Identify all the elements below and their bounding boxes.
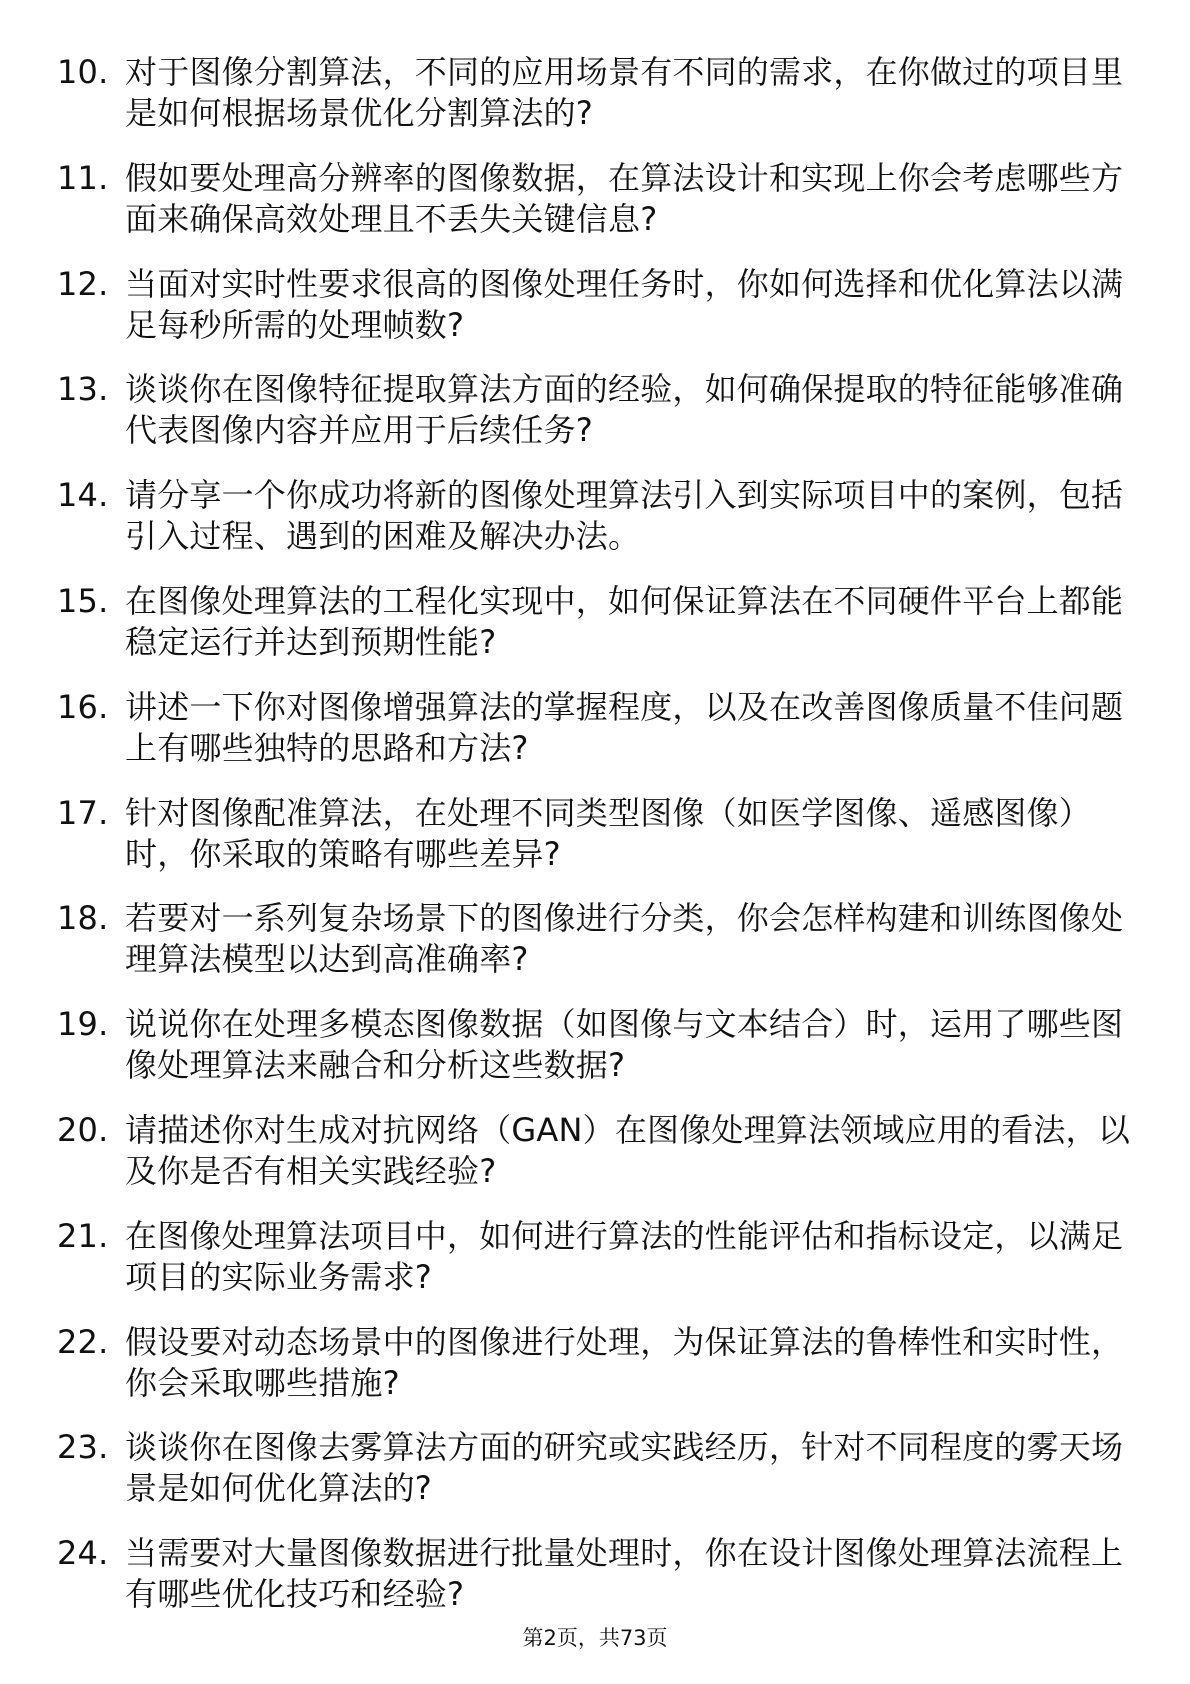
question-item: [57, 687, 1137, 769]
question-text: 谈谈你在图像去雾算法方面的研究或实践经历，针对不同程度的雾天场景是如何优化算法的?: [125, 1428, 1124, 1508]
question-item: [57, 793, 1137, 875]
page-footer: 第2页，共73页: [522, 1626, 668, 1650]
question-number: 15.: [57, 581, 109, 620]
question-text: 对于图像分割算法，不同的应用场景有不同的需求，在你做过的项目里是如何根据场景优化分割算法的?: [125, 53, 1124, 132]
question-text: 在图像处理算法项目中，如何进行算法的性能评估和指标设定，以满足项目的实际业务需求?: [125, 1216, 1124, 1296]
question-list: [57, 52, 1137, 1639]
question-item: [57, 1322, 1137, 1404]
question-text: 在图像处理算法的工程化实现中，如何保证算法在不同硬件平台上都能稳定运行并达到预期性能?: [125, 581, 1124, 661]
question-item: [57, 1216, 1137, 1298]
question-text: 说说你在处理多模态图像数据（如图像与文本结合）时，运用了哪些图像处理算法来融合和分析这些数据?: [125, 1005, 1124, 1085]
question-item: [57, 1427, 1137, 1509]
question-number: 12.: [57, 264, 109, 303]
question-item: [57, 369, 1137, 451]
question-text: 假如要处理高分辨率的图像数据，在算法设计和实现上你会考虑哪些方面来确保高效处理且不丢失关键信息?: [125, 158, 1124, 238]
question-text: 讲述一下你对图像增强算法的掌握程度，以及在改善图像质量不佳问题上有哪些独特的思路和方法?: [125, 687, 1124, 767]
question-text: 当面对实时性要求很高的图像处理任务时，你如何选择和优化算法以满足每秒所需的处理帧数?: [125, 264, 1124, 344]
question-item: [57, 52, 1137, 134]
question-item: [57, 898, 1137, 980]
question-item: [57, 581, 1137, 663]
question-text: 谈谈你在图像特征提取算法方面的经验，如何确保提取的特征能够准确代表图像内容并应用于后续任务?: [125, 370, 1124, 450]
question-number: 16.: [57, 687, 109, 726]
question-number: 17.: [57, 793, 109, 832]
question-number: 11.: [57, 158, 109, 197]
question-item: [57, 264, 1137, 346]
question-item: [57, 475, 1137, 557]
question-number: 22.: [57, 1322, 109, 1361]
question-text: 当需要对大量图像数据进行批量处理时，你在设计图像处理算法流程上有哪些优化技巧和经验?: [125, 1534, 1124, 1614]
question-number: 10.: [57, 53, 109, 91]
question-number: 19.: [57, 1005, 109, 1044]
question-item: [57, 158, 1137, 240]
question-text: 针对图像配准算法，在处理不同类型图像（如医学图像、遥感图像）时，你采取的策略有哪些差异?: [125, 793, 1092, 873]
question-number: 18.: [57, 899, 109, 938]
question-item: [57, 1110, 1137, 1192]
question-text: 请分享一个你成功将新的图像处理算法引入到实际项目中的案例，包括引入过程、遇到的困难及解决办法。: [125, 476, 1124, 556]
question-number: 24.: [57, 1534, 109, 1573]
question-number: 21.: [57, 1216, 109, 1255]
question-number: 14.: [57, 476, 109, 515]
question-text: 请描述你对生成对抗网络（GAN）在图像处理算法领域应用的看法，以及你是否有相关实践经验?: [125, 1110, 1131, 1190]
question-number: 13.: [57, 370, 109, 409]
question-text: 若要对一系列复杂场景下的图像进行分类，你会怎样构建和训练图像处理算法模型以达到高准确率?: [125, 899, 1124, 979]
question-number: 23.: [57, 1428, 109, 1467]
question-number: 20.: [57, 1110, 109, 1149]
question-item: [57, 1533, 1137, 1615]
question-item: [57, 1004, 1137, 1086]
question-text: 假设要对动态场景中的图像进行处理，为保证算法的鲁棒性和实时性，你会采取哪些措施?: [125, 1322, 1124, 1402]
